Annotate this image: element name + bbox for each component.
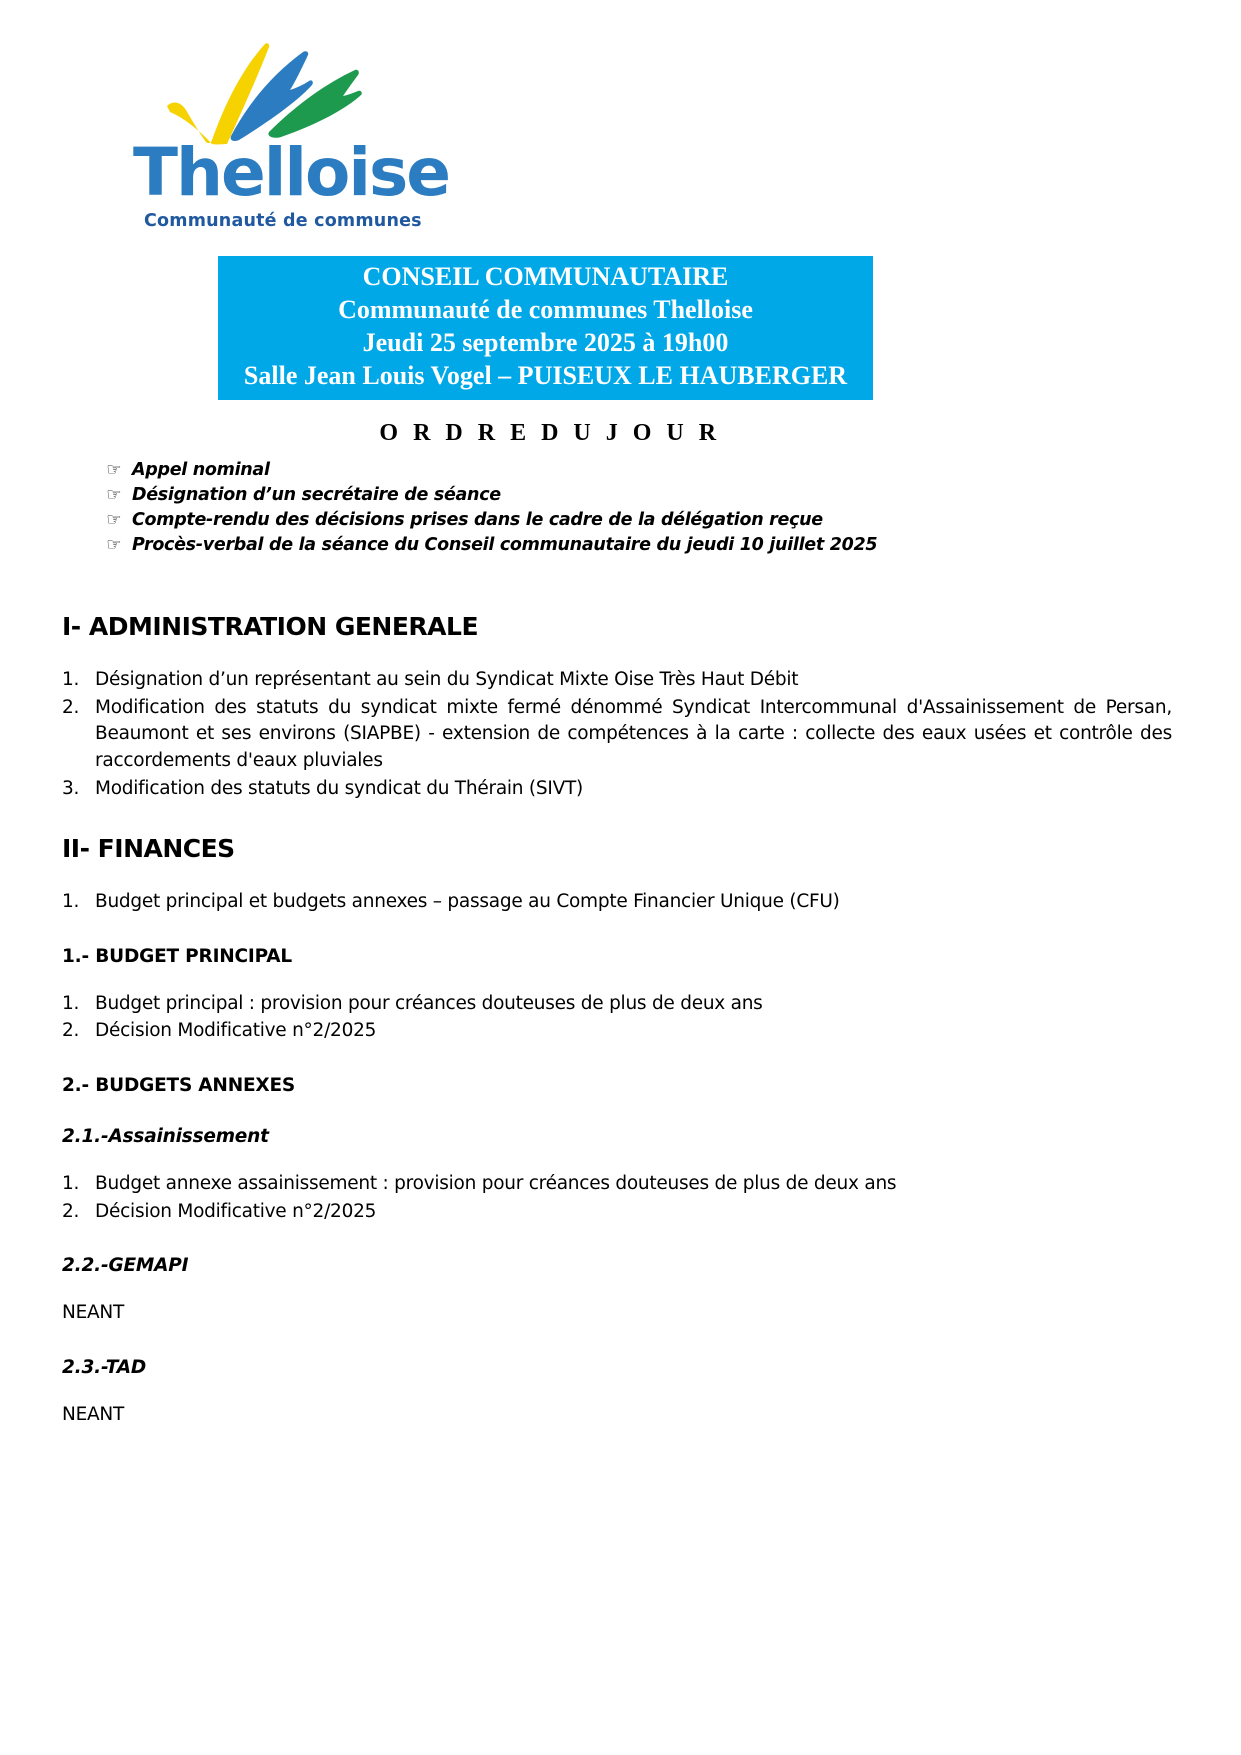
subsection-heading-gemapi: 2.2.-GEMAPI bbox=[62, 1255, 189, 1277]
subsection-heading-budgets-annexes: 2.- BUDGETS ANNEXES bbox=[62, 1075, 296, 1096]
banner-datetime: Jeudi 25 septembre 2025 à 19h00 bbox=[362, 328, 729, 358]
agenda-item-label: Appel nominal bbox=[132, 460, 270, 480]
subsection-heading-tad: 2.3.-TAD bbox=[62, 1356, 147, 1378]
pointing-hand-icon: ☜ bbox=[106, 535, 122, 555]
logo-wordmark: Thelloise bbox=[133, 134, 450, 211]
list-item: Modification des statuts du syndicat du Thérain (SIVT) bbox=[95, 777, 583, 799]
tad-content: NEANT bbox=[62, 1403, 125, 1425]
list-item: Budget principal et budgets annexes – passage au Compte Financier Unique (CFU) bbox=[95, 891, 840, 913]
agenda-item bbox=[96, 508, 1096, 533]
banner-title: CONSEIL COMMUNAUTAIRE bbox=[362, 262, 729, 291]
pointing-hand-icon: ☜ bbox=[106, 460, 122, 480]
subsection-heading-assainissement: 2.1.-Assainissement bbox=[62, 1126, 269, 1147]
gemapi-content: NEANT bbox=[62, 1302, 125, 1324]
agenda-item bbox=[96, 458, 1096, 483]
agenda-item-label: Procès-verbal de la séance du Conseil communautaire du jeudi 10 juillet 2025 bbox=[132, 535, 878, 555]
logo-subtitle: Communauté de communes bbox=[144, 211, 422, 231]
pointing-hand-icon: ☜ bbox=[106, 485, 122, 505]
section-heading-finances: II- FINANCES bbox=[62, 834, 235, 864]
list-item: Modification des statuts du syndicat mixte fermé dénommé Syndicat Intercommunal d'Assainissement de Persan, Beaumont et ses environs (SIAPBE) - extension de compétences à la carte : collecte des eaux usées et contrôle des raccordements d'eaux pluviales bbox=[95, 696, 1172, 771]
subsection-heading-budget-principal: 1.- BUDGET PRINCIPAL bbox=[62, 945, 292, 967]
list-item: Budget principal : provision pour créances douteuses de plus de deux ans bbox=[95, 992, 763, 1014]
agenda-item bbox=[96, 533, 1096, 558]
assainissement-item-list bbox=[62, 1171, 1172, 1225]
section-heading-administration: I- ADMINISTRATION GENERALE bbox=[62, 612, 479, 641]
agenda-list bbox=[96, 458, 1096, 558]
list-item: Décision Modificative n°2/2025 bbox=[95, 1200, 377, 1222]
agenda-item-label: Désignation d’un secrétaire de séance bbox=[132, 485, 501, 505]
list-item: Décision Modificative n°2/2025 bbox=[95, 1020, 377, 1042]
organization-logo bbox=[133, 40, 450, 231]
agenda-title: O R D R E D U J O U R bbox=[379, 420, 721, 446]
administration-item-list bbox=[62, 667, 1172, 802]
finances-item-list bbox=[62, 889, 1172, 916]
meeting-header-banner bbox=[218, 256, 873, 400]
budget-principal-item-list bbox=[62, 991, 1172, 1045]
agenda-item bbox=[96, 483, 1096, 508]
document-body bbox=[62, 580, 1172, 1429]
banner-organization: Communauté de communes Thelloise bbox=[338, 295, 753, 325]
thelloise-swoosh-icon bbox=[153, 40, 383, 145]
agenda-item-label: Compte-rendu des décisions prises dans le cadre de la délégation reçue bbox=[132, 510, 823, 530]
banner-location: Salle Jean Louis Vogel – PUISEUX LE HAUBERGER bbox=[243, 361, 848, 391]
list-item: Désignation d’un représentant au sein du Syndicat Mixte Oise Très Haut Débit bbox=[95, 669, 799, 690]
pointing-hand-icon: ☜ bbox=[106, 510, 122, 530]
list-item: Budget annexe assainissement : provision pour créances douteuses de plus de deux ans bbox=[95, 1173, 897, 1194]
